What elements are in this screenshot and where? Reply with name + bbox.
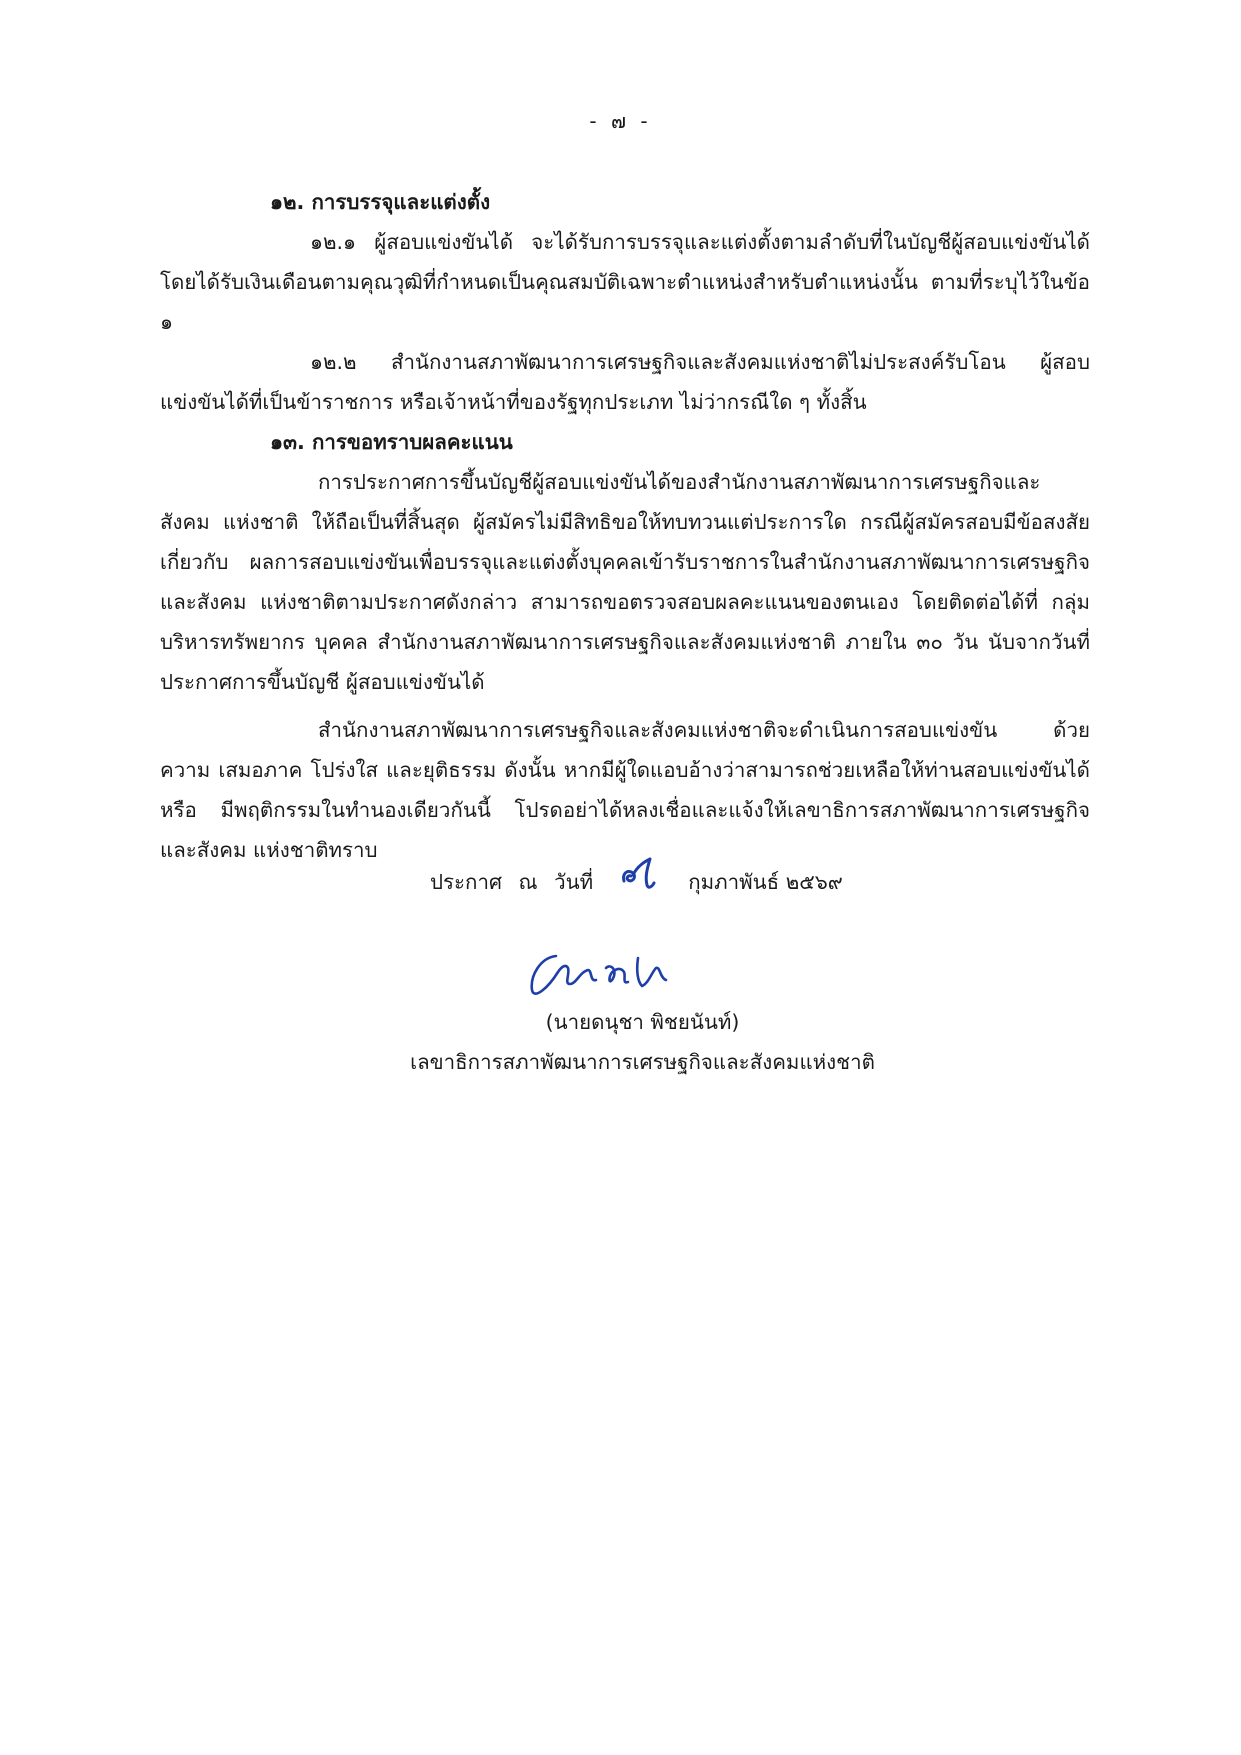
section-13-paragraph-2: สำนักงานสภาพัฒนาการเศรษฐกิจและสังคมแห่งชาติจะดำเนินการสอบแข่งขัน ด้วยความ เสมอภาค โปร่งใส และยุติธรรม ดังนั้น หากมีผู้ใดแอบอ้างว่าสามารถช่วยเหลือให้ท่านสอบแข่งขันได้หรือ มีพฤติกรรมในทำนองเดียวกันนี้ โปรดอย่าได้หลงเชื่อและแจ้งให้เลขาธิการสภาพัฒนาการเศรษฐกิจและสังคม แห่งชาติทราบ bbox=[160, 718, 1090, 862]
announcement-date-line bbox=[430, 862, 853, 903]
section-12-heading: ๑๒. การบรรจุและแต่งตั้ง bbox=[270, 190, 491, 214]
section-12-2-paragraph: ๑๒.๒ สำนักงานสภาพัฒนาการเศรษฐกิจและสังคมแห่งชาติไม่ประสงค์รับโอน ผู้สอบแข่งขันได้ที่เป็นข้าราชการ หรือเจ้าหน้าที่ของรัฐทุกประเภท ไม่ว่ากรณีใด ๆ ทั้งสิ้น bbox=[160, 350, 1090, 414]
signer-position: เลขาธิการสภาพัฒนาการเศรษฐกิจและสังคมแห่งชาติ bbox=[410, 1050, 875, 1074]
page-number: - ๗ - bbox=[589, 109, 652, 133]
month-year: กุมภาพันธ์ ๒๕๖๙ bbox=[688, 870, 843, 894]
at-label: ณ bbox=[518, 870, 538, 894]
day-label: วันที่ bbox=[554, 870, 594, 894]
section-13-paragraph-1: การประกาศการขึ้นบัญชีผู้สอบแข่งขันได้ของสำนักงานสภาพัฒนาการเศรษฐกิจและสังคม แห่งชาติ ให้ถือเป็นที่สิ้นสุด ผู้สมัครไม่มีสิทธิขอให้ทบทวนแต่ประการใด กรณีผู้สมัครสอบมีข้อสงสัยเกี่ยวกับ ผลการสอบแข่งขันเพื่อบรรจุและแต่งตั้งบุคคลเข้ารับราชการในสำนักงานสภาพัฒนาการเศรษฐกิจและสังคม แห่งชาติตามประกาศดังกล่าว สามารถขอตรวจสอบผลคะแนนของตนเอง โดยติดต่อได้ที่ กลุ่มบริหารทรัพยากร บุคคล สำนักงานสภาพัฒนาการเศรษฐกิจและสังคมแห่งชาติ ภายใน ๓๐ วัน นับจากวันที่ประกาศการขึ้นบัญชี ผู้สอบแข่งขันได้ bbox=[160, 470, 1090, 694]
section-12-1-paragraph: ๑๒.๑ ผู้สอบแข่งขันได้ จะได้รับการบรรจุและแต่งตั้งตามลำดับที่ในบัญชีผู้สอบแข่งขันได้ โดยได้รับเงินเดือนตามคุณวุฒิที่กำหนดเป็นคุณสมบัติเฉพาะตำแหน่งสำหรับตำแหน่งนั้น ตามที่ระบุไว้ในข้อ ๑ bbox=[160, 230, 1090, 334]
paragraph-spacer bbox=[160, 702, 1090, 710]
signer-name: (นายดนุชา พิชยนันท์) bbox=[545, 1010, 740, 1034]
announce-label: ประกาศ bbox=[430, 870, 502, 894]
handwritten-day-mark bbox=[614, 855, 664, 895]
document-body bbox=[160, 182, 1090, 870]
section-13-heading: ๑๓. การขอทราบผลคะแนน bbox=[270, 430, 513, 454]
